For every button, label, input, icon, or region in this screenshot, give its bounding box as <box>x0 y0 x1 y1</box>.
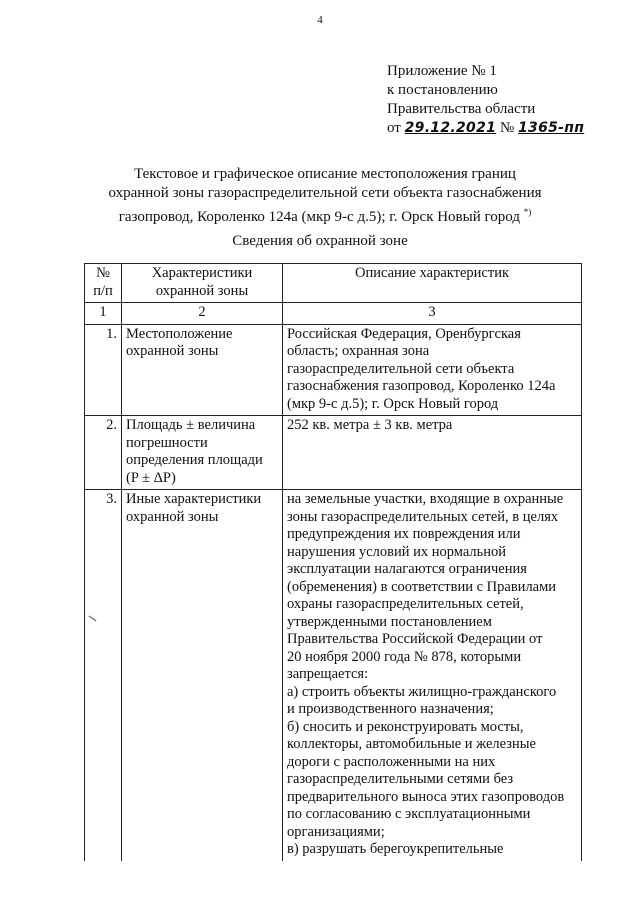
appendix-block <box>387 62 584 138</box>
text-line: на земельные участки, входящие в охранные <box>287 491 564 507</box>
text-line: а) строить объекты жилищно-гражданского <box>287 683 557 700</box>
title-line-3: газопровод, Короленко 124а (мкр 9-с д.5); г. Орск Новый город <box>118 209 520 225</box>
text-line: Местоположение <box>126 325 233 342</box>
table-row <box>85 324 582 416</box>
row-characteristic <box>122 490 283 861</box>
text-line: газораспределительными сетями без <box>287 771 514 787</box>
row-description <box>283 490 582 861</box>
text-line: область; охранная зона <box>287 343 430 359</box>
text-line: 20 ноября 2000 года № 878, которыми <box>287 648 522 665</box>
text-line: охранной зоны <box>126 343 219 359</box>
title-line-2: охранной зоны газораспределительной сети объекта газоснабжения <box>108 185 542 201</box>
text-line: Площадь ± величина <box>126 417 256 433</box>
appendix-line-3: Правительства области <box>387 101 536 117</box>
text-line: дороги с расположенными на них <box>287 753 496 770</box>
text-line: б) сносить и реконструировать мосты, <box>287 718 524 735</box>
text-line: и производственного назначения; <box>287 701 494 717</box>
handwritten-date: 29.12.2021 <box>404 120 497 136</box>
footnote-mark: *) <box>523 207 532 217</box>
text-line: газораспределительной сети объекта <box>287 360 515 377</box>
text-line: нарушения условий их нормальной <box>287 543 507 560</box>
header-characteristic-line-2: охранной зоны <box>155 282 249 299</box>
header-characteristic-line-1: Характеристики <box>151 265 253 281</box>
row-description <box>283 324 582 416</box>
row-num: 1. <box>85 324 122 416</box>
column-number-2: 2 <box>122 303 283 325</box>
text-line: предупреждения их повреждения или <box>287 526 521 542</box>
appendix-line-1: Приложение № 1 <box>387 63 497 79</box>
text-line: охраны газораспределительных сетей, <box>287 596 524 612</box>
text-line: определения площади <box>126 452 263 468</box>
title-line-1: Текстовое и графическое описание местоположения границ <box>134 166 516 182</box>
appendix-line-2: к постановлению <box>387 82 498 98</box>
column-number-1: 1 <box>85 303 122 325</box>
table-row <box>85 490 582 861</box>
handwritten-number: 1365-пп <box>518 120 585 136</box>
text-line: коллекторы, автомобильные и железные <box>287 736 536 752</box>
text-line: (мкр 9-с д.5); г. Орск Новый город <box>287 395 499 412</box>
date-prefix: от <box>387 120 401 136</box>
text-line: зоны газораспределительных сетей, в целях <box>287 508 559 525</box>
row-description <box>283 416 582 490</box>
text-line: (P ± ΔP) <box>126 469 176 486</box>
text-line: 252 кв. метра ± 3 кв. метра <box>287 417 453 433</box>
number-prefix: № <box>499 120 515 136</box>
text-line: (обременения) в соответствии с Правилами <box>287 578 557 595</box>
row-characteristic <box>122 416 283 490</box>
text-line: запрещается: <box>287 666 369 682</box>
appendix-date-line <box>387 119 584 138</box>
row-num: 2. <box>85 416 122 490</box>
section-subtitle: Сведения об охранной зоне <box>232 233 408 249</box>
text-line: газоснабжения газопровод, Короленко 124а <box>287 378 556 394</box>
text-line: по согласованию с эксплуатационными <box>287 806 531 822</box>
column-number-3: 3 <box>283 303 582 325</box>
text-line: предварительного выноса этих газопроводов <box>287 788 565 805</box>
zone-info-table <box>84 263 582 861</box>
header-description: Описание характеристик <box>283 264 582 303</box>
header-num-line-2: п/п <box>93 282 113 299</box>
text-line: утвержденными постановлением <box>287 613 492 630</box>
column-number-row <box>85 303 582 325</box>
row-num: 3. <box>85 490 122 861</box>
page-number: 4 <box>317 14 323 26</box>
text-line: организациями; <box>287 823 385 840</box>
header-characteristic <box>122 264 283 303</box>
text-line: в) разрушать берегоукрепительные <box>287 841 504 857</box>
title-line-3-wrap <box>90 203 560 227</box>
table-row <box>85 416 582 490</box>
text-line: погрешности <box>126 434 208 451</box>
header-num-line-1: № <box>96 265 110 281</box>
header-num <box>85 264 122 303</box>
document-title <box>90 165 560 227</box>
text-line: Российская Федерация, Оренбургская <box>287 325 521 342</box>
text-line: Иные характеристики <box>126 491 262 507</box>
row-characteristic <box>122 324 283 416</box>
table-header-row <box>85 264 582 303</box>
text-line: охранной зоны <box>126 508 219 525</box>
text-line: эксплуатации налагаются ограничения <box>287 561 527 577</box>
text-line: Правительства Российской Федерации от <box>287 631 543 647</box>
